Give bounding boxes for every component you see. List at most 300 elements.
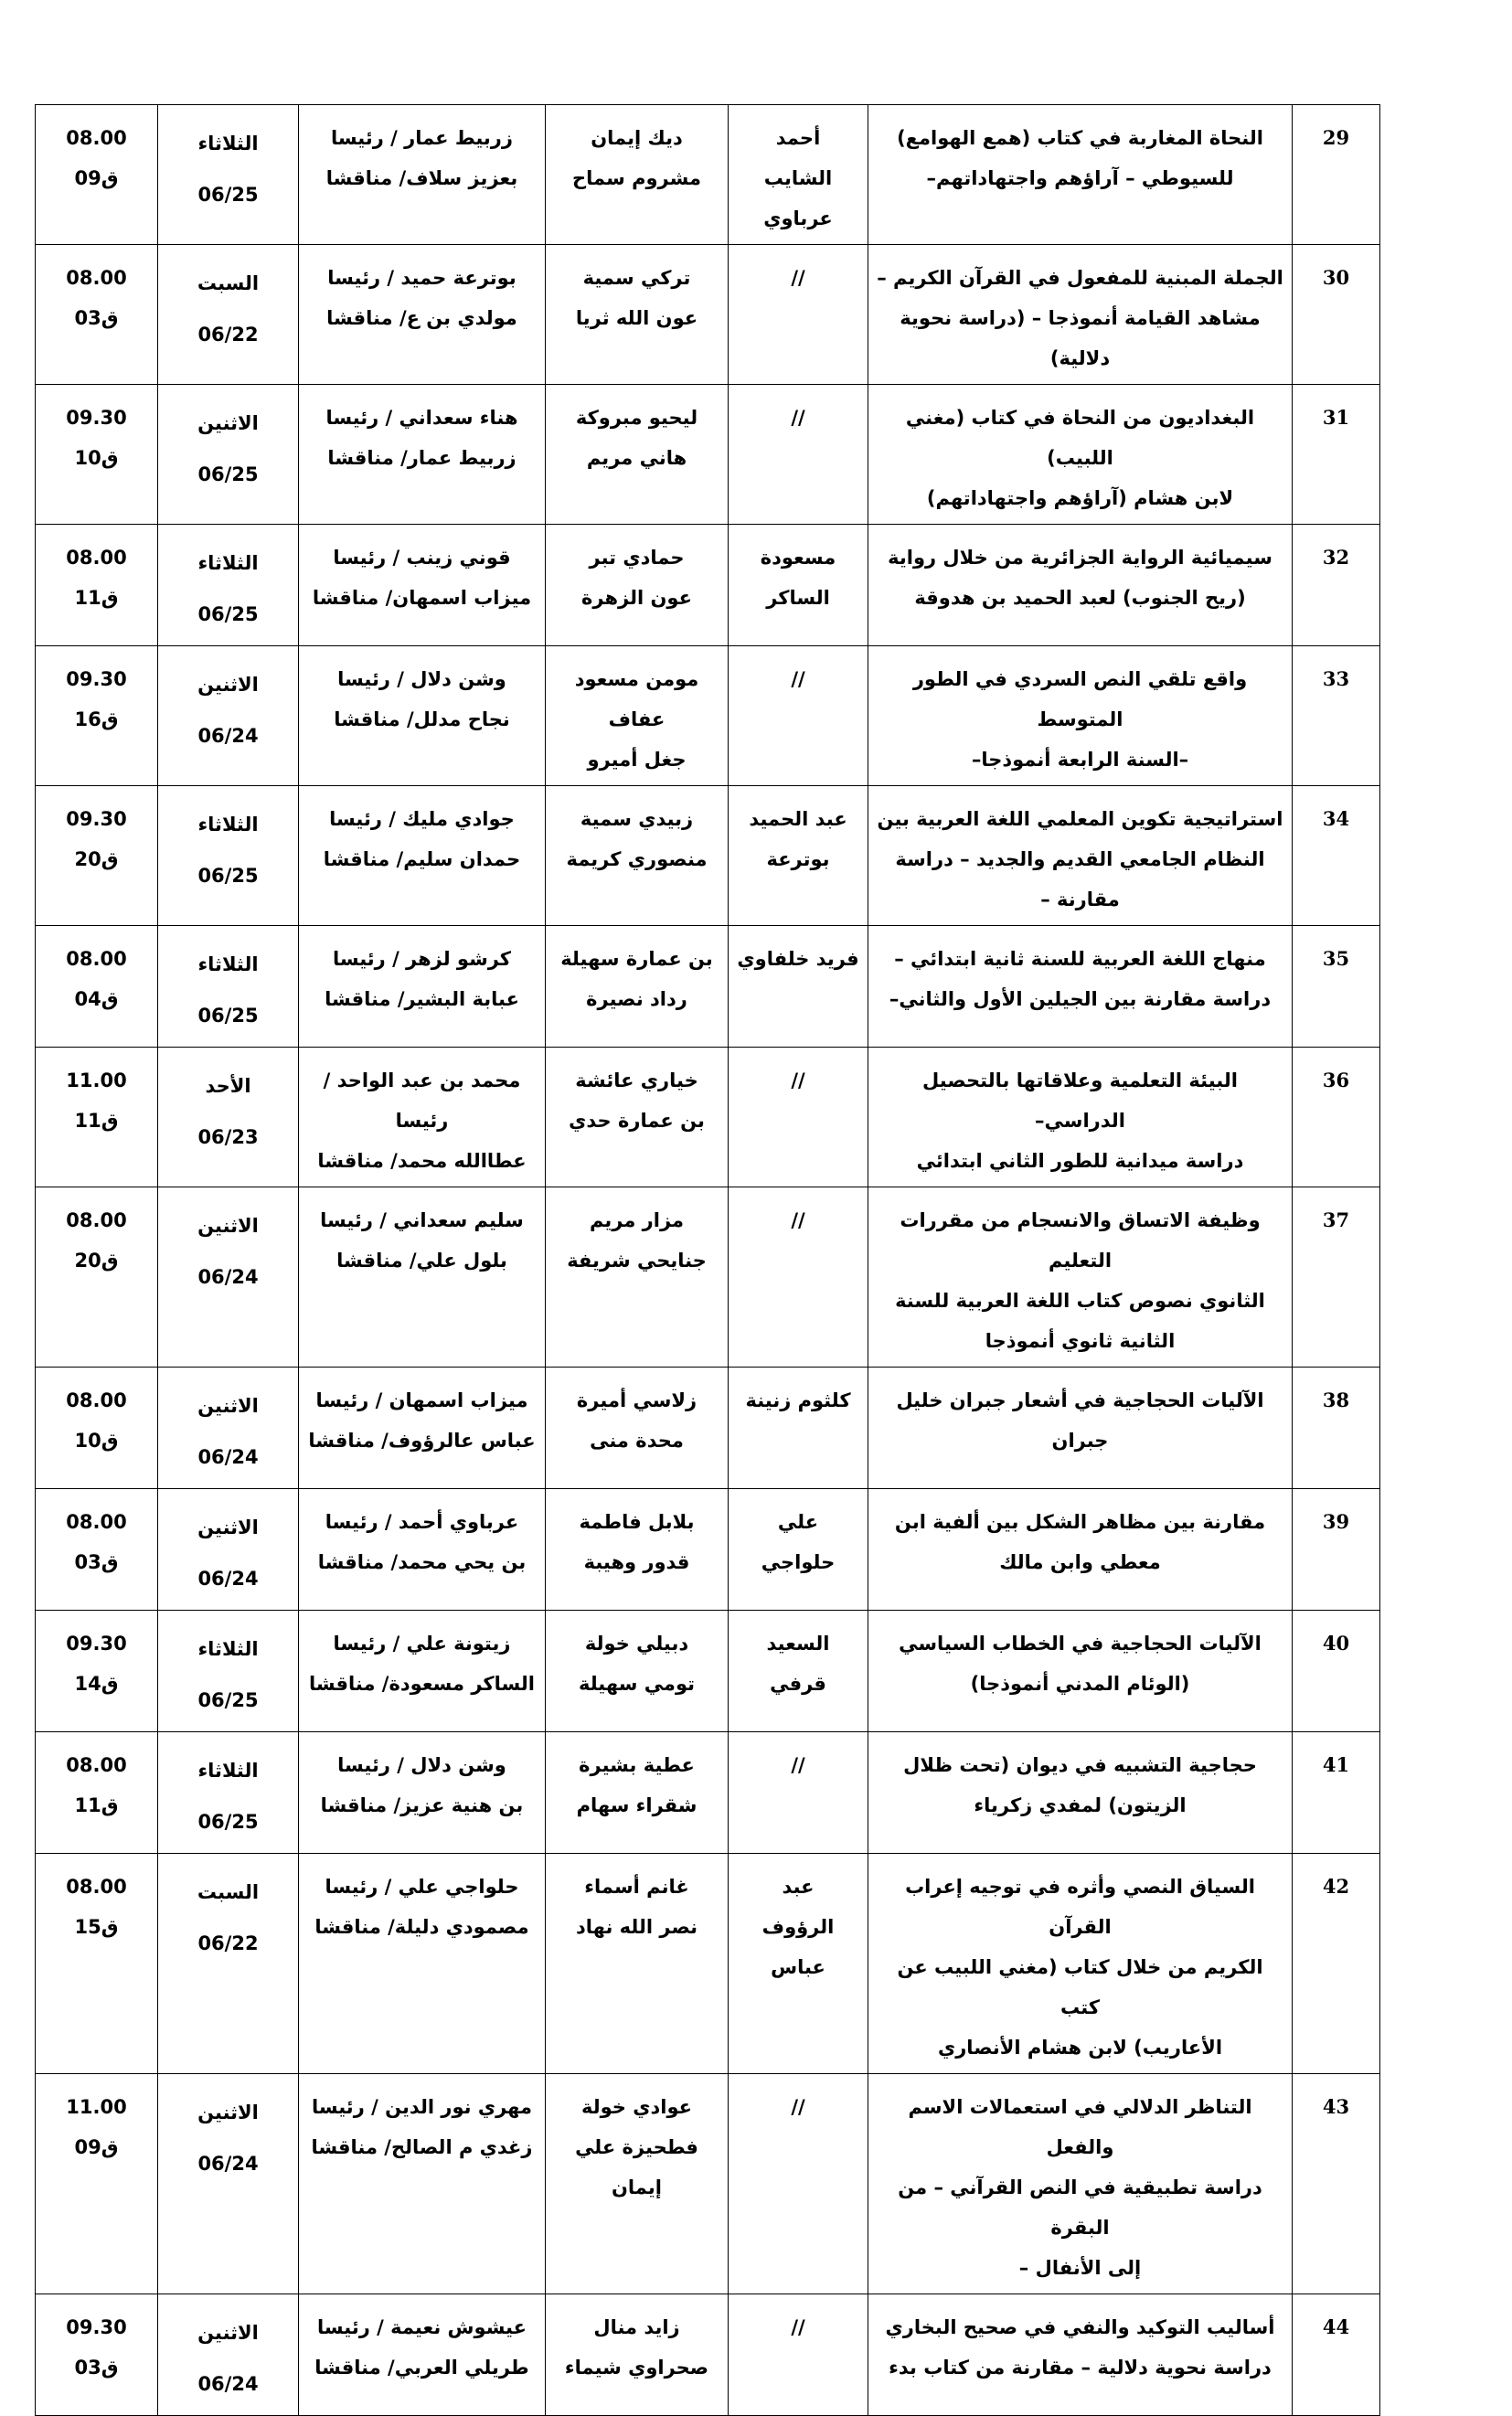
thesis-title-line: –السنة الرابعة أنموذجا–: [971, 749, 1189, 771]
defense-date: 06/25: [197, 1005, 259, 1027]
supervisor-name: [729, 926, 868, 1048]
student-names: [546, 646, 729, 786]
student-names-line: زبيدي سمية: [580, 808, 694, 830]
row-number: [1293, 1489, 1380, 1611]
table-row: [36, 1611, 1380, 1732]
supervisor-name-line: عباس: [771, 1956, 825, 1978]
jury-members-line: مصمودي دليلة/ مناقشا: [314, 1916, 529, 1938]
student-names-line: حمادي تبر: [589, 547, 685, 569]
thesis-title-line: أساليب التوكيد والنفي في صحيح البخاري: [885, 2316, 1275, 2338]
row-number-line: 37: [1322, 1208, 1350, 1231]
supervisor-name: [729, 385, 868, 525]
defense-day: الثلاثاء: [197, 953, 259, 975]
defense-room: ق10: [74, 1430, 119, 1452]
supervisor-name: [729, 1854, 868, 2074]
student-names-line: منصوري كريمة: [566, 848, 708, 870]
supervisor-name-line: كلثوم زنينة: [745, 1389, 851, 1411]
defense-time-room: [36, 1732, 158, 1854]
thesis-title-line: وظيفة الاتساق والانسجام من مقررات التعليم: [900, 1209, 1261, 1272]
supervisor-name-line: عبد الحميد: [749, 808, 847, 830]
defense-day-date: [158, 525, 299, 646]
defense-room: ق15: [74, 1916, 119, 1938]
jury-members: [299, 1732, 546, 1854]
defense-time: 09.30: [66, 1633, 127, 1655]
thesis-title: [868, 2294, 1293, 2416]
jury-members: [299, 926, 546, 1048]
thesis-title-line: الثانوي نصوص كتاب اللغة العربية للسنة: [895, 1290, 1265, 1312]
row-number: [1293, 525, 1380, 646]
defense-day: الأحد: [205, 1075, 251, 1097]
defense-date: 06/24: [197, 1446, 259, 1468]
row-number-line: 43: [1322, 2095, 1350, 2118]
student-names: [546, 1854, 729, 2074]
thesis-title-line: معطي وابن مالك: [999, 1551, 1161, 1573]
defense-day: الثلاثاء: [197, 133, 259, 154]
supervisor-name-line: //: [791, 1209, 805, 1231]
jury-members-line: حمدان سليم/ مناقشا: [323, 848, 521, 870]
table-row: [36, 646, 1380, 786]
student-names-line: دبيلي خولة: [584, 1633, 689, 1655]
defense-date: 06/25: [197, 1811, 259, 1833]
defense-day-date: [158, 1187, 299, 1368]
thesis-title-line: النحاة المغاربة في كتاب (همع الهوامع): [897, 127, 1263, 149]
supervisor-name-line: مسعودة: [760, 547, 836, 569]
jury-members: [299, 525, 546, 646]
jury-members-line: وشن دلال / رئيسا: [337, 668, 506, 690]
thesis-title: [868, 1187, 1293, 1368]
supervisor-name-line: السعيد قرفي: [766, 1633, 830, 1695]
defense-time-room: [36, 1489, 158, 1611]
table-row: [36, 1368, 1380, 1489]
thesis-title: [868, 1368, 1293, 1489]
thesis-title-line: الثانية ثانوي أنموذجا: [985, 1330, 1176, 1352]
table-row: [36, 1854, 1380, 2074]
thesis-title-line: دراسة مقارنة بين الجيلين الأول والثاني–: [889, 988, 1272, 1010]
student-names: [546, 1611, 729, 1732]
thesis-title-line: دراسة تطبيقية في النص القرآني – من البقرة: [898, 2177, 1262, 2239]
row-number-line: 29: [1322, 126, 1350, 149]
defense-room: ق11: [74, 1110, 119, 1132]
defense-time-room: [36, 1187, 158, 1368]
defense-day: الاثنين: [197, 1517, 259, 1538]
supervisor-name: [729, 1732, 868, 1854]
thesis-title-line: النظام الجامعي القديم والجديد – دراسة: [895, 848, 1265, 870]
thesis-title: [868, 926, 1293, 1048]
jury-members-line: الساكر مسعودة/ مناقشا: [309, 1673, 535, 1695]
supervisor-name: [729, 1048, 868, 1187]
table-body: [36, 105, 1380, 2416]
student-names-line: عفاف: [608, 708, 665, 730]
defense-room: ق11: [74, 1794, 119, 1816]
thesis-title-line: البيئة التعلمية وعلاقاتها بالتحصيل الدراسي–: [922, 1070, 1238, 1132]
student-names: [546, 786, 729, 926]
defense-time-room: [36, 2294, 158, 2416]
jury-members-line: عيشوش نعيمة / رئيسا: [317, 2316, 527, 2338]
schedule-sheet: [66, 104, 1380, 2416]
row-number: [1293, 2294, 1380, 2416]
defense-date: 06/24: [197, 1266, 259, 1288]
thesis-title-line: السياق النصي وأثره في توجيه إعراب القرآن: [905, 1876, 1255, 1938]
table-row: [36, 385, 1380, 525]
thesis-title-line: حجاجية التشبيه في ديوان (تحت ظلال: [903, 1754, 1257, 1776]
supervisor-name: [729, 1489, 868, 1611]
row-number: [1293, 2074, 1380, 2294]
row-number: [1293, 1048, 1380, 1187]
row-number: [1293, 1611, 1380, 1732]
defense-date: 06/22: [197, 1932, 259, 1954]
student-names-line: شقراء سهام: [576, 1794, 697, 1816]
student-names: [546, 105, 729, 245]
defense-day-date: [158, 105, 299, 245]
defense-day: الثلاثاء: [197, 814, 259, 835]
supervisor-name: [729, 1368, 868, 1489]
student-names-line: ليحيو مبروكة: [575, 407, 698, 429]
defense-room: ق09: [74, 167, 119, 189]
row-number-line: 34: [1322, 807, 1350, 830]
supervisor-name: [729, 1611, 868, 1732]
defense-day: الاثنين: [197, 674, 259, 696]
defense-day-date: [158, 2074, 299, 2294]
thesis-title-line: سيميائية الرواية الجزائرية من خلال رواية: [888, 547, 1272, 569]
jury-members-line: زربيط عمار / رئيسا: [331, 127, 513, 149]
defense-time: 08.00: [66, 1876, 127, 1898]
table-row: [36, 926, 1380, 1048]
jury-members-line: زربيط عمار/ مناقشا: [327, 447, 516, 469]
row-number-line: 30: [1322, 266, 1350, 289]
table-row: [36, 245, 1380, 385]
defense-time: 09.30: [66, 668, 127, 690]
defense-room: ق16: [74, 708, 119, 730]
table-row: [36, 2294, 1380, 2416]
jury-members-line: مهري نور الدين / رئيسا: [311, 2096, 533, 2118]
jury-members: [299, 2074, 546, 2294]
thesis-title: [868, 1048, 1293, 1187]
student-names-line: رداد نصيرة: [586, 988, 687, 1010]
thesis-title: [868, 385, 1293, 525]
supervisor-name: [729, 1187, 868, 1368]
supervisor-name: [729, 2074, 868, 2294]
defense-time-room: [36, 1854, 158, 2074]
row-number-line: 39: [1322, 1510, 1350, 1533]
thesis-title: [868, 1854, 1293, 2074]
defense-date: 06/25: [197, 603, 259, 625]
student-names-line: قدور وهيبة: [583, 1551, 690, 1573]
defense-time-room: [36, 245, 158, 385]
supervisor-name: [729, 245, 868, 385]
student-names-line: مومن مسعود: [574, 668, 699, 690]
defense-day-date: [158, 1854, 299, 2074]
thesis-title-line: دراسة ميدانية للطور الثاني ابتدائي: [916, 1150, 1244, 1172]
jury-members: [299, 105, 546, 245]
thesis-title-line: البغداديون من النحاة في كتاب (مغني اللبيب): [905, 407, 1255, 469]
jury-members-line: نجاح مدلل/ مناقشا: [334, 708, 510, 730]
supervisor-name-line: علي: [777, 1511, 819, 1533]
row-number: [1293, 1732, 1380, 1854]
defense-time: 09.30: [66, 2316, 127, 2338]
student-names-line: تومي سهيلة: [578, 1673, 695, 1695]
supervisor-name-line: عبد: [782, 1876, 815, 1898]
thesis-title: [868, 525, 1293, 646]
jury-members-line: قوني زينب / رئيسا: [333, 547, 511, 569]
defense-time: 08.00: [66, 1209, 127, 1231]
thesis-title: [868, 646, 1293, 786]
row-number-line: 36: [1322, 1069, 1350, 1091]
defense-time: 11.00: [66, 2096, 127, 2118]
row-number-line: 33: [1322, 667, 1350, 690]
defense-date: 06/25: [197, 865, 259, 887]
student-names-line: بن عمارة حدي: [569, 1110, 705, 1132]
defense-day-date: [158, 1048, 299, 1187]
defense-date: 06/24: [197, 1568, 259, 1590]
jury-members-line: كرشو لزهر / رئيسا: [332, 948, 512, 970]
defense-date: 06/25: [197, 1689, 259, 1711]
supervisor-name-line: أحمد: [775, 127, 821, 149]
row-number-line: 32: [1322, 546, 1350, 569]
student-names-line: زلاسي أميرة: [576, 1389, 697, 1411]
student-names: [546, 385, 729, 525]
defense-day-date: [158, 245, 299, 385]
row-number: [1293, 1854, 1380, 2074]
supervisor-name-line: //: [791, 407, 805, 429]
jury-members-line: عبابة البشير/ مناقشا: [325, 988, 519, 1010]
jury-members-line: محمد بن عبد الواحد /: [323, 1070, 521, 1091]
thesis-title-line: الآليات الحجاجية في الخطاب السياسي: [899, 1633, 1262, 1655]
row-number-line: 31: [1322, 406, 1350, 429]
student-names-line: تركي سمية: [582, 267, 691, 289]
defense-day: الاثنين: [197, 2102, 259, 2123]
student-names-line: زايد منال: [593, 2316, 680, 2338]
defense-day: الاثنين: [197, 412, 259, 434]
supervisor-name-line: بوترعة: [766, 848, 830, 870]
student-names: [546, 1187, 729, 1368]
row-number: [1293, 105, 1380, 245]
row-number-line: 38: [1322, 1389, 1350, 1411]
jury-members: [299, 1048, 546, 1187]
defense-date: 06/25: [197, 184, 259, 206]
student-names-line: جنايحي شريفة: [567, 1250, 707, 1272]
thesis-title-line: منهاج اللغة العربية للسنة ثانية ابتدائي –: [894, 948, 1266, 970]
table-row: [36, 105, 1380, 245]
jury-members-line: بن هنية عزيز/ مناقشا: [320, 1794, 524, 1816]
defense-day-date: [158, 1732, 299, 1854]
jury-members-line: عرباوي أحمد / رئيسا: [325, 1511, 519, 1533]
thesis-title-line: الآليات الحجاجية في أشعار جبران خليل: [896, 1389, 1264, 1411]
student-names-line: ديك إيمان: [591, 127, 683, 149]
jury-members: [299, 1187, 546, 1368]
supervisor-name-line: الساكر: [766, 587, 830, 609]
student-names-line: إيمان: [612, 2177, 662, 2198]
defense-time-room: [36, 786, 158, 926]
thesis-title-line: للسيوطي – آراؤهم واجتهاداتهم–: [926, 167, 1234, 189]
jury-members-line: زغدي م الصالح/ مناقشا: [311, 2136, 533, 2158]
student-names-line: خياري عائشة: [575, 1070, 698, 1091]
defense-time: 08.00: [66, 1389, 127, 1411]
thesis-title: [868, 105, 1293, 245]
defense-day-date: [158, 786, 299, 926]
row-number: [1293, 1187, 1380, 1368]
jury-members-line: سليم سعداني / رئيسا: [320, 1209, 524, 1231]
thesis-title-line: لابن هشام (آراؤهم واجتهاداتهم): [926, 487, 1234, 509]
supervisor-name-line: //: [791, 267, 805, 289]
defense-room: ق04: [74, 988, 119, 1010]
defense-date: 06/24: [197, 725, 259, 747]
defense-day-date: [158, 2294, 299, 2416]
defense-date: 06/24: [197, 2373, 259, 2395]
jury-members-line: حلواجي علي / رئيسا: [325, 1876, 519, 1898]
defense-time-room: [36, 2074, 158, 2294]
supervisor-name-line: //: [791, 2316, 805, 2338]
jury-members: [299, 1489, 546, 1611]
defense-room: ق09: [74, 2136, 119, 2158]
jury-members: [299, 646, 546, 786]
row-number: [1293, 245, 1380, 385]
thesis-title: [868, 786, 1293, 926]
defense-time-room: [36, 385, 158, 525]
thesis-title-line: الكريم من خلال كتاب (مغني اللبيب عن كتب: [897, 1956, 1263, 2018]
jury-members-line: وشن دلال / رئيسا: [337, 1754, 506, 1776]
jury-members-line: طريلي العربي/ مناقشا: [314, 2357, 529, 2379]
student-names: [546, 1368, 729, 1489]
table-row: [36, 1732, 1380, 1854]
student-names-line: جغل أميرو: [587, 749, 687, 771]
student-names: [546, 1732, 729, 1854]
student-names-line: غانم أسماء: [584, 1876, 689, 1898]
jury-members-line: بعزيز سلاف/ مناقشا: [325, 167, 518, 189]
defense-room: ق03: [74, 307, 119, 329]
defense-day-date: [158, 1489, 299, 1611]
row-number-line: 35: [1322, 947, 1350, 970]
defense-day-date: [158, 385, 299, 525]
jury-members: [299, 385, 546, 525]
jury-members: [299, 1854, 546, 2074]
table-row: [36, 1187, 1380, 1368]
thesis-title-line: واقع تلقي النص السردي في الطور المتوسط: [912, 668, 1248, 730]
supervisor-name: [729, 786, 868, 926]
jury-members-line: مولدي بن ع/ مناقشا: [326, 307, 517, 329]
thesis-title: [868, 2074, 1293, 2294]
thesis-title-line: دلالية): [1049, 347, 1111, 369]
table-row: [36, 1489, 1380, 1611]
jury-members-line: بلول علي/ مناقشا: [336, 1250, 507, 1272]
student-names: [546, 1489, 729, 1611]
defense-schedule-table: [35, 104, 1380, 2416]
row-number: [1293, 646, 1380, 786]
defense-day: الاثنين: [197, 2322, 259, 2344]
supervisor-name-line: عرباوي: [763, 208, 833, 229]
jury-members: [299, 245, 546, 385]
defense-day-date: [158, 926, 299, 1048]
defense-time: 11.00: [66, 1070, 127, 1091]
thesis-title: [868, 1489, 1293, 1611]
defense-time-room: [36, 105, 158, 245]
supervisor-name: [729, 525, 868, 646]
defense-day: السبت: [197, 272, 260, 294]
defense-room: ق14: [74, 1673, 119, 1695]
defense-time: 09.30: [66, 407, 127, 429]
table-row: [36, 786, 1380, 926]
defense-date: 06/23: [197, 1126, 259, 1148]
defense-day: السبت: [197, 1881, 260, 1903]
thesis-title-line: جبران: [1051, 1430, 1109, 1452]
supervisor-name-line: حلواجي: [761, 1551, 836, 1573]
jury-members: [299, 2294, 546, 2416]
student-names: [546, 1048, 729, 1187]
row-number: [1293, 1368, 1380, 1489]
thesis-title-line: التناظر الدلالي في استعمالات الاسم والفعل: [908, 2096, 1252, 2158]
student-names: [546, 2074, 729, 2294]
defense-time-room: [36, 926, 158, 1048]
defense-day-date: [158, 1611, 299, 1732]
defense-date: 06/24: [197, 2153, 259, 2175]
defense-time-room: [36, 1368, 158, 1489]
defense-date: 06/25: [197, 463, 259, 485]
jury-members-line: هناء سعداني / رئيسا: [325, 407, 518, 429]
supervisor-name-line: //: [791, 2096, 805, 2118]
supervisor-name-line: الرؤوف: [761, 1916, 835, 1938]
student-names: [546, 525, 729, 646]
row-number: [1293, 786, 1380, 926]
student-names: [546, 926, 729, 1048]
student-names-line: عوادي خولة: [581, 2096, 692, 2118]
defense-time-room: [36, 646, 158, 786]
thesis-title: [868, 1732, 1293, 1854]
defense-time: 08.00: [66, 1511, 127, 1533]
defense-time: 08.00: [66, 267, 127, 289]
defense-time: 09.30: [66, 808, 127, 830]
student-names-line: بلابل فاطمة: [579, 1511, 695, 1533]
defense-day: الاثنين: [197, 1215, 259, 1237]
supervisor-name-line: //: [791, 668, 805, 690]
defense-time: 08.00: [66, 1754, 127, 1776]
thesis-title-line: دراسة نحوية دلالية – مقارنة من كتاب بدء: [889, 2357, 1272, 2379]
row-number: [1293, 385, 1380, 525]
thesis-title-line: استراتيجية تكوين المعلمي اللغة العربية بين: [877, 808, 1283, 830]
defense-room: ق11: [74, 587, 119, 609]
defense-time-room: [36, 525, 158, 646]
jury-members-line: عباس عالرؤوف/ مناقشا: [308, 1430, 536, 1452]
defense-time: 08.00: [66, 948, 127, 970]
thesis-title-line: (ريح الجنوب) لعبد الحميد بن هدوقة: [914, 587, 1246, 609]
defense-day-date: [158, 1368, 299, 1489]
defense-time-room: [36, 1611, 158, 1732]
jury-members: [299, 1368, 546, 1489]
table-row: [36, 1048, 1380, 1187]
supervisor-name: [729, 105, 868, 245]
row-number: [1293, 926, 1380, 1048]
student-names-line: فطحيزة علي: [575, 2136, 698, 2158]
student-names-line: عون الله ثريا: [575, 307, 698, 329]
thesis-title-line: مشاهد القيامة أنموذجا – (دراسة نحوية: [900, 307, 1261, 329]
student-names-line: مشروم سماح: [572, 167, 701, 189]
student-names-line: مزار مريم: [589, 1209, 685, 1231]
student-names-line: بن عمارة سهيلة: [560, 948, 713, 970]
defense-day: الاثنين: [197, 1395, 259, 1417]
row-number-line: 40: [1322, 1632, 1350, 1655]
defense-room: ق10: [74, 447, 119, 469]
supervisor-name-line: //: [791, 1754, 805, 1776]
defense-day: الثلاثاء: [197, 552, 259, 574]
student-names: [546, 245, 729, 385]
jury-members: [299, 786, 546, 926]
table-row: [36, 525, 1380, 646]
student-names-line: محدة منى: [590, 1430, 684, 1452]
jury-members-line: جوادي مليك / رئيسا: [329, 808, 515, 830]
thesis-title-line: (الوئام المدني أنموذجا): [970, 1673, 1190, 1695]
supervisor-name-line: فريد خلفاوي: [737, 948, 859, 970]
student-names-line: عطية بشيرة: [579, 1754, 695, 1776]
defense-room: ق20: [74, 848, 119, 870]
supervisor-name-line: //: [791, 1070, 805, 1091]
